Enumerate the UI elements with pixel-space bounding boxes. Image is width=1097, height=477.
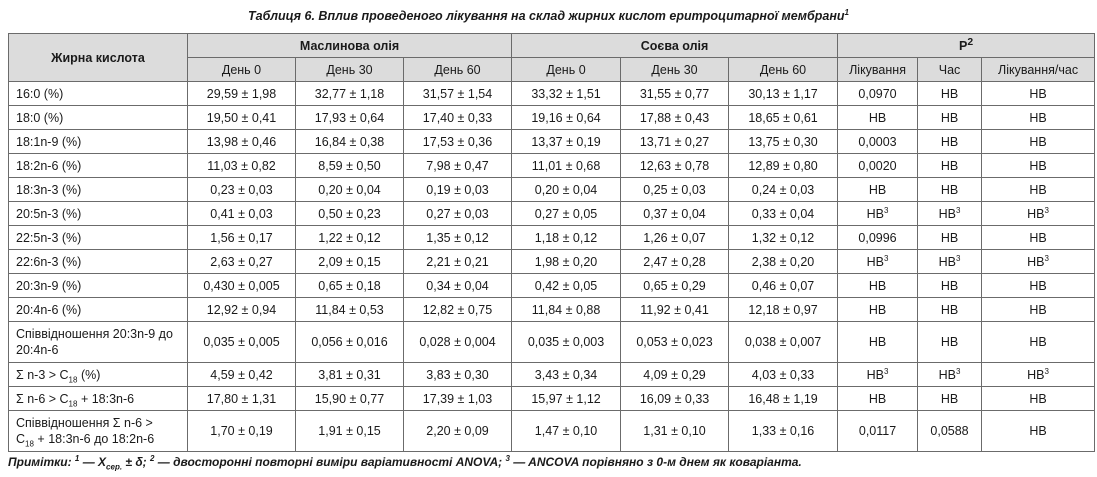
table-title: Таблиця 6. Вплив проведеного лікування на склад жирних кислот еритроцитарної мембрани$^1$ (248, 7, 849, 23)
cell-olive-day0: 12,92 ± 0,94 (188, 298, 296, 322)
cell-olive-day60: 0,19 ± 0,03 (404, 178, 512, 202)
cell-olive-day60: 12,82 ± 0,75 (404, 298, 512, 322)
row-label: 20:3n-9 (%) (9, 274, 188, 298)
table-row (9, 82, 1095, 106)
cell-olive-day0: 13,98 ± 0,46 (188, 130, 296, 154)
row-label: 22:6n-3 (%) (9, 250, 188, 274)
cell-p-treatment-time: НВ (982, 274, 1095, 298)
header-p-value: $Р^2$ (838, 34, 1095, 58)
cell-olive-day30: 0,65 ± 0,18 (296, 274, 404, 298)
cell-p-treatment: НВ (838, 106, 918, 130)
cell-soy-day0: 33,32 ± 1,51 (512, 82, 621, 106)
cell-p-treatment-time: НВ (982, 411, 1095, 452)
cell-p-treatment: НВ (838, 274, 918, 298)
cell-soy-day60: 0,24 ± 0,03 (729, 178, 838, 202)
cell-soy-day0: 3,43 ± 0,34 (512, 363, 621, 387)
table-row (9, 178, 1095, 202)
cell-p-time: $НВ^3$ (918, 202, 982, 226)
cell-soy-day0: 1,18 ± 0,12 (512, 226, 621, 250)
table-row (9, 154, 1095, 178)
cell-p-time: НВ (918, 274, 982, 298)
cell-soy-day30: 31,55 ± 0,77 (621, 82, 729, 106)
cell-olive-day30: 8,59 ± 0,50 (296, 154, 404, 178)
cell-soy-day60: 0,46 ± 0,07 (729, 274, 838, 298)
cell-soy-day0: 0,42 ± 0,05 (512, 274, 621, 298)
cell-olive-day0: 1,70 ± 0,19 (188, 411, 296, 452)
cell-p-treatment-time: НВ (982, 226, 1095, 250)
cell-olive-day30: 32,77 ± 1,18 (296, 82, 404, 106)
table-row-sum-n6 (9, 387, 1095, 411)
cell-olive-day60: 2,21 ± 0,21 (404, 250, 512, 274)
cell-soy-day60: 0,038 ± 0,007 (729, 322, 838, 363)
cell-p-time: $НВ^3$ (918, 363, 982, 387)
cell-p-treatment: $НВ^3$ (838, 202, 918, 226)
cell-p-time: НВ (918, 154, 982, 178)
cell-soy-day60: 18,65 ± 0,61 (729, 106, 838, 130)
row-label: Σ $n-6 > C_{18}$ + 18:3n-6 (9, 387, 188, 411)
cell-soy-day60: 2,38 ± 0,20 (729, 250, 838, 274)
cell-p-treatment: НВ (838, 387, 918, 411)
cell-olive-day60: 2,20 ± 0,09 (404, 411, 512, 452)
cell-p-time: НВ (918, 106, 982, 130)
cell-soy-day30: 1,31 ± 0,10 (621, 411, 729, 452)
cell-olive-day30: 15,90 ± 0,77 (296, 387, 404, 411)
cell-p-time: НВ (918, 387, 982, 411)
row-label: Співвідношення Σ n-6 > $C_{18}$ + 18:3n-6 до 18:2n-6 (9, 411, 188, 452)
cell-olive-day0: 17,80 ± 1,31 (188, 387, 296, 411)
cell-soy-day0: 11,84 ± 0,88 (512, 298, 621, 322)
header-olive-day30: День 30 (296, 58, 404, 82)
table-row (9, 202, 1095, 226)
cell-p-treatment-time: НВ (982, 106, 1095, 130)
cell-olive-day60: 1,35 ± 0,12 (404, 226, 512, 250)
table-row (9, 106, 1095, 130)
cell-olive-day30: 0,056 ± 0,016 (296, 322, 404, 363)
cell-olive-day30: 1,91 ± 0,15 (296, 411, 404, 452)
table-row (9, 250, 1095, 274)
cell-olive-day60: 17,53 ± 0,36 (404, 130, 512, 154)
cell-p-treatment: 0,0117 (838, 411, 918, 452)
cell-soy-day30: 0,25 ± 0,03 (621, 178, 729, 202)
cell-soy-day30: 0,37 ± 0,04 (621, 202, 729, 226)
cell-olive-day60: 0,028 ± 0,004 (404, 322, 512, 363)
row-label: 18:1n-9 (%) (9, 130, 188, 154)
cell-olive-day60: 0,34 ± 0,04 (404, 274, 512, 298)
cell-olive-day0: 29,59 ± 1,98 (188, 82, 296, 106)
cell-soy-day0: 15,97 ± 1,12 (512, 387, 621, 411)
cell-soy-day60: 1,32 ± 0,12 (729, 226, 838, 250)
header-fatty-acid: Жирна кислота (9, 34, 188, 82)
cell-soy-day60: 30,13 ± 1,17 (729, 82, 838, 106)
cell-p-time: НВ (918, 298, 982, 322)
cell-soy-day30: 1,26 ± 0,07 (621, 226, 729, 250)
cell-p-treatment: НВ (838, 178, 918, 202)
cell-soy-day30: 11,92 ± 0,41 (621, 298, 729, 322)
header-olive-day60: День 60 (404, 58, 512, 82)
row-label: 20:5n-3 (%) (9, 202, 188, 226)
cell-p-treatment: 0,0020 (838, 154, 918, 178)
row-label: 16:0 (%) (9, 82, 188, 106)
cell-p-time: НВ (918, 130, 982, 154)
cell-olive-day60: 17,39 ± 1,03 (404, 387, 512, 411)
cell-soy-day30: 0,65 ± 0,29 (621, 274, 729, 298)
cell-p-time: НВ (918, 82, 982, 106)
row-label: 22:5n-3 (%) (9, 226, 188, 250)
fatty-acid-table (8, 33, 1095, 452)
table-row (9, 298, 1095, 322)
cell-p-treatment-time: НВ (982, 154, 1095, 178)
row-label: Σ $n-3 > C_{18}$ (%) (9, 363, 188, 387)
table-row (9, 130, 1095, 154)
cell-p-treatment-time: НВ (982, 322, 1095, 363)
cell-olive-day30: 3,81 ± 0,31 (296, 363, 404, 387)
cell-p-treatment-time: НВ (982, 130, 1095, 154)
cell-olive-day0: 2,63 ± 0,27 (188, 250, 296, 274)
header-soy-oil: Соєва олія (512, 34, 838, 58)
cell-p-time: 0,0588 (918, 411, 982, 452)
table-row-sum-n3 (9, 363, 1095, 387)
cell-p-treatment-time: НВ (982, 82, 1095, 106)
cell-soy-day30: 17,88 ± 0,43 (621, 106, 729, 130)
cell-p-treatment: НВ (838, 298, 918, 322)
cell-soy-day0: 0,20 ± 0,04 (512, 178, 621, 202)
cell-olive-day30: 2,09 ± 0,15 (296, 250, 404, 274)
cell-soy-day0: 11,01 ± 0,68 (512, 154, 621, 178)
cell-olive-day0: 0,23 ± 0,03 (188, 178, 296, 202)
cell-olive-day60: 31,57 ± 1,54 (404, 82, 512, 106)
cell-soy-day30: 13,71 ± 0,27 (621, 130, 729, 154)
cell-soy-day0: 0,27 ± 0,05 (512, 202, 621, 226)
cell-p-treatment-time: $НВ^3$ (982, 250, 1095, 274)
table-footnote: Примітки: $^1$ — $X_{сер.} \pm \delta$; $^2$ — двосторонні повторні виміри варіативності ANOVA; $^3$ — ANCOVA порівняно з 0-м днем як коваріанта. (8, 454, 802, 472)
row-label: 20:4n-6 (%) (9, 298, 188, 322)
cell-soy-day60: 16,48 ± 1,19 (729, 387, 838, 411)
cell-p-treatment: $НВ^3$ (838, 363, 918, 387)
cell-p-treatment-time: НВ (982, 178, 1095, 202)
cell-soy-day30: 16,09 ± 0,33 (621, 387, 729, 411)
cell-soy-day60: 12,18 ± 0,97 (729, 298, 838, 322)
header-row-groups (9, 34, 1095, 58)
cell-soy-day60: 13,75 ± 0,30 (729, 130, 838, 154)
table-row-ratio-20-3n9 (9, 322, 1095, 363)
cell-p-treatment: 0,0003 (838, 130, 918, 154)
cell-soy-day0: 1,98 ± 0,20 (512, 250, 621, 274)
cell-soy-day60: 1,33 ± 0,16 (729, 411, 838, 452)
cell-soy-day0: 19,16 ± 0,64 (512, 106, 621, 130)
cell-p-treatment-time: НВ (982, 387, 1095, 411)
cell-olive-day0: 19,50 ± 0,41 (188, 106, 296, 130)
cell-olive-day0: 0,430 ± 0,005 (188, 274, 296, 298)
cell-soy-day30: 2,47 ± 0,28 (621, 250, 729, 274)
cell-soy-day0: 1,47 ± 0,10 (512, 411, 621, 452)
cell-p-treatment-time: $НВ^3$ (982, 202, 1095, 226)
cell-p-treatment-time: НВ (982, 298, 1095, 322)
cell-olive-day30: 16,84 ± 0,38 (296, 130, 404, 154)
cell-p-treatment-time: $НВ^3$ (982, 363, 1095, 387)
cell-olive-day0: 0,41 ± 0,03 (188, 202, 296, 226)
cell-olive-day0: 4,59 ± 0,42 (188, 363, 296, 387)
table-row (9, 226, 1095, 250)
cell-olive-day0: 11,03 ± 0,82 (188, 154, 296, 178)
cell-soy-day0: 13,37 ± 0,19 (512, 130, 621, 154)
cell-p-time: НВ (918, 322, 982, 363)
row-label: 18:3n-3 (%) (9, 178, 188, 202)
cell-p-time: НВ (918, 226, 982, 250)
cell-p-time: НВ (918, 178, 982, 202)
table-row (9, 274, 1095, 298)
cell-olive-day30: 1,22 ± 0,12 (296, 226, 404, 250)
header-olive-day0: День 0 (188, 58, 296, 82)
cell-p-treatment: 0,0970 (838, 82, 918, 106)
cell-olive-day30: 0,20 ± 0,04 (296, 178, 404, 202)
cell-olive-day0: 0,035 ± 0,005 (188, 322, 296, 363)
header-olive-oil: Маслинова олія (188, 34, 512, 58)
cell-olive-day60: 3,83 ± 0,30 (404, 363, 512, 387)
cell-olive-day30: 11,84 ± 0,53 (296, 298, 404, 322)
header-p-treatment: Лікування (838, 58, 918, 82)
header-soy-day30: День 30 (621, 58, 729, 82)
cell-olive-day60: 0,27 ± 0,03 (404, 202, 512, 226)
table-row-ratio-n6 (9, 411, 1095, 452)
cell-p-time: $НВ^3$ (918, 250, 982, 274)
cell-olive-day0: 1,56 ± 0,17 (188, 226, 296, 250)
row-label: 18:2n-6 (%) (9, 154, 188, 178)
cell-soy-day30: 12,63 ± 0,78 (621, 154, 729, 178)
cell-soy-day60: 12,89 ± 0,80 (729, 154, 838, 178)
cell-p-treatment: $НВ^3$ (838, 250, 918, 274)
cell-soy-day60: 4,03 ± 0,33 (729, 363, 838, 387)
cell-soy-day60: 0,33 ± 0,04 (729, 202, 838, 226)
header-p-time: Час (918, 58, 982, 82)
cell-soy-day0: 0,035 ± 0,003 (512, 322, 621, 363)
cell-olive-day60: 7,98 ± 0,47 (404, 154, 512, 178)
header-soy-day0: День 0 (512, 58, 621, 82)
row-label: Співвідношення 20:3n-9 до 20:4n-6 (9, 322, 188, 363)
header-soy-day60: День 60 (729, 58, 838, 82)
cell-olive-day30: 0,50 ± 0,23 (296, 202, 404, 226)
row-label: 18:0 (%) (9, 106, 188, 130)
cell-olive-day30: 17,93 ± 0,64 (296, 106, 404, 130)
cell-soy-day30: 0,053 ± 0,023 (621, 322, 729, 363)
header-p-treatment-time: Лікування/час (982, 58, 1095, 82)
cell-p-treatment: 0,0996 (838, 226, 918, 250)
cell-soy-day30: 4,09 ± 0,29 (621, 363, 729, 387)
cell-olive-day60: 17,40 ± 0,33 (404, 106, 512, 130)
cell-p-treatment: НВ (838, 322, 918, 363)
